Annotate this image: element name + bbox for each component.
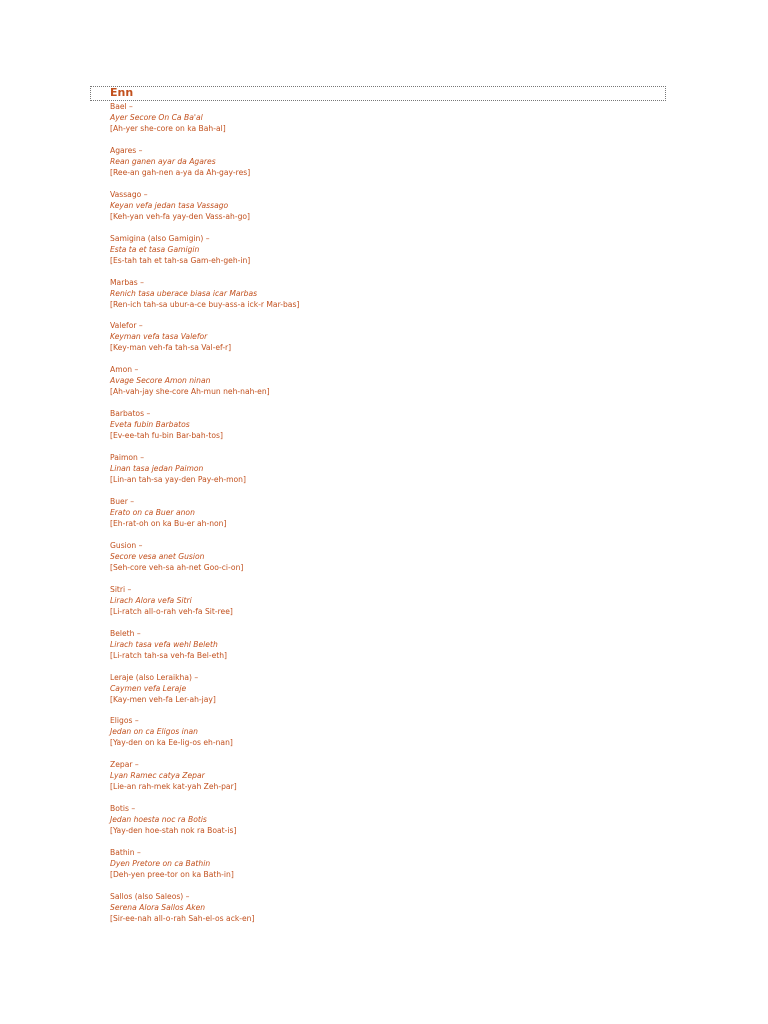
pronunciation: [Ev-ee-tah fu-bin Bar-bah-tos] — [110, 431, 223, 441]
pronunciation: [Keh-yan veh-fa yay-den Vass-ah-go] — [110, 211, 251, 221]
enn-phrase: Keyan vefa jedan tasa Vassago — [110, 200, 229, 210]
enn-phrase: Keyman vefa tasa Valefor — [110, 332, 208, 342]
demon-name: Beleth – — [110, 628, 141, 638]
enn-phrase: Rean ganen ayar da Agares — [110, 156, 216, 166]
list-item — [110, 759, 650, 803]
demon-name: Valefor – — [110, 321, 143, 331]
demon-name: Gusion – — [110, 540, 143, 550]
demon-name: Buer – — [110, 497, 135, 507]
list-item — [110, 540, 650, 584]
demon-name: Leraje (also Leraikha) – — [110, 672, 199, 682]
list-item — [110, 584, 650, 628]
pronunciation: [Lie-an rah-mek kat-yah Zeh-par] — [110, 782, 237, 792]
demon-name: Agares – — [110, 145, 143, 155]
entry-list — [110, 101, 650, 935]
list-item — [110, 320, 650, 364]
demon-name: Vassago – — [110, 189, 148, 199]
pronunciation: [Ah-yer she-core on ka Bah-al] — [110, 124, 226, 133]
demon-name: Amon – — [110, 365, 139, 375]
demon-name: Zepar – — [110, 760, 139, 770]
pronunciation: [Kay-men veh-fa Ler-ah-jay] — [110, 694, 216, 704]
enn-phrase: Jedan on ca Eligos inan — [110, 727, 198, 737]
list-item — [110, 452, 650, 496]
pronunciation: [Ree-an gah-nen a-ya da Ah-gay-res] — [110, 167, 251, 177]
demon-name: Marbas – — [110, 277, 144, 287]
list-item — [110, 277, 650, 321]
demon-name: Bael – — [110, 102, 133, 111]
pronunciation: [Lin-an tah-sa yay-den Pay-eh-mon] — [110, 475, 246, 485]
demon-name: Samigina (also Gamigin) – — [110, 233, 210, 243]
enn-phrase: Erato on ca Buer anon — [110, 508, 195, 518]
pronunciation: [Ah-vah-jay she-core Ah-mun neh-nah-en] — [110, 387, 270, 397]
pronunciation: [Eh-rat-oh on ka Bu-er ah-non] — [110, 519, 227, 529]
pronunciation: [Sir-ee-nah all-o-rah Sah-el-os ack-en] — [110, 914, 255, 924]
list-item — [110, 628, 650, 672]
list-item — [110, 233, 650, 277]
demon-name: Eligos – — [110, 716, 139, 726]
list-item — [110, 891, 650, 935]
enn-phrase: Caymen vefa Leraje — [110, 683, 187, 693]
demon-name: Bathin – — [110, 848, 141, 858]
enn-phrase: Avage Secore Amon ninan — [110, 376, 211, 386]
enn-phrase: Jedan hoesta noc ra Botis — [110, 815, 207, 825]
list-item — [110, 672, 650, 716]
enn-phrase: Ayer Secore On Ca Ba'al — [110, 113, 203, 122]
demon-name: Paimon – — [110, 453, 145, 463]
enn-phrase: Secore vesa anet Gusion — [110, 551, 205, 561]
title-frame — [90, 86, 666, 101]
list-item — [110, 408, 650, 452]
pronunciation: [Deh-yen pree-tor on ka Bath-in] — [110, 870, 234, 880]
enn-phrase: Dyen Pretore on ca Bathin — [110, 859, 211, 869]
pronunciation: [Yay-den on ka Ee-lig-os eh-nan] — [110, 738, 233, 748]
enn-phrase: Serena Alora Sallos Aken — [110, 903, 206, 913]
enn-phrase: Lyan Ramec catya Zepar — [110, 771, 205, 781]
enn-phrase: Lirach tasa vefa wehl Beleth — [110, 639, 218, 649]
demon-name: Barbatos – — [110, 409, 151, 419]
list-item — [110, 715, 650, 759]
demon-name: Sitri – — [110, 584, 132, 594]
list-item — [110, 189, 650, 233]
list-item — [110, 803, 650, 847]
enn-phrase: Esta ta et tasa Gamigin — [110, 244, 200, 254]
pronunciation: [Li-ratch tah-sa veh-fa Bel-eth] — [110, 650, 228, 660]
enn-phrase: Lirach Alora vefa Sitri — [110, 595, 192, 605]
document-title: Enn — [110, 86, 134, 99]
enn-phrase: Renich tasa uberace biasa icar Marbas — [110, 288, 258, 298]
pronunciation: [Seh-core veh-sa ah-net Goo-ci-on] — [110, 562, 244, 572]
list-item — [110, 847, 650, 891]
list-item — [110, 145, 650, 189]
list-item — [110, 101, 650, 145]
list-item — [110, 364, 650, 408]
pronunciation: [Es-tah tah et tah-sa Gam-eh-geh-in] — [110, 255, 251, 265]
enn-phrase: Eveta fubin Barbatos — [110, 420, 190, 430]
list-item — [110, 496, 650, 540]
pronunciation: [Ren-ich tah-sa ubur-a-ce buy-ass-a ick-r Mar-bas] — [110, 299, 300, 309]
pronunciation: [Yay-den hoe-stah nok ra Boat-is] — [110, 826, 237, 836]
demon-name: Sallos (also Saleos) – — [110, 892, 190, 902]
pronunciation: [Key-man veh-fa tah-sa Val-ef-r] — [110, 343, 232, 353]
enn-phrase: Linan tasa jedan Paimon — [110, 464, 204, 474]
pronunciation: [Li-ratch all-o-rah veh-fa Sit-ree] — [110, 606, 233, 616]
demon-name: Botis – — [110, 804, 136, 814]
